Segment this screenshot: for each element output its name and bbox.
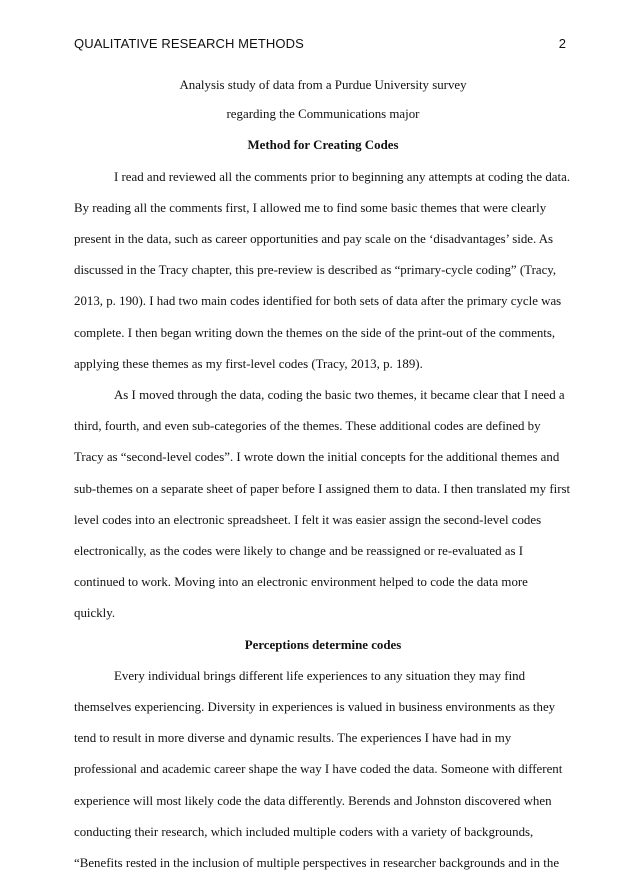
document-title-line-2: regarding the Communications major	[226, 107, 420, 122]
paragraph-perceptions-1: Every individual brings different life experiences to any situation they may find themselves experiencing. Diversity in experiences is valued in business environments as they tend to result in more diverse and dynamic results. The experiences I have had in my professional and academic career shape the way I have coded the data. Someone with different experience will most likely code the data differently. Berends and Johnston discovered when conducting their research, which included multiple coders with a variety of backgrounds, “Benefits rested in the inclusion of multiple perspectives in researcher backgrounds and in the	[74, 668, 563, 871]
document-body	[74, 70, 572, 879]
running-head: QUALITATIVE RESEARCH METHODS	[74, 36, 304, 51]
document-title-line-1: Analysis study of data from a Purdue University survey	[179, 78, 467, 92]
paragraph-method-2: As I moved through the data, coding the basic two themes, it became clear that I need a third, fourth, and even sub-categories of the themes. These additional codes are defined by Tracy as “second-level codes”. I wrote down the initial concepts for the additional themes and sub-themes on a separate sheet of paper before I assigned them to data. I then translated my first level codes into an electronic spreadsheet. I felt it was easier assign the second-level codes electronically, as the codes were likely to change and be reassigned or re-evaluated as I continued to work. Moving into an electronic environment helped to code the data more quickly.	[74, 388, 571, 621]
paragraph-method-1: I read and reviewed all the comments prior to beginning any attempts at coding the data. By reading all the comments first, I allowed me to find some basic themes that were clearly present in the data, such as career opportunities and pay scale on the ‘disadvantages’ side. As discussed in the Tracy chapter, this pre-review is described as “primary-cycle coding” (Tracy, 2013, p. 190). I had two main codes identified for both sets of data after the primary cycle was complete. I then began writing down the themes on the side of the print-out of the comments, applying these themes as my first-level codes (Tracy, 2013, p. 189).	[74, 169, 571, 371]
page-number: 2	[558, 36, 566, 51]
section-heading-method: Method for Creating Codes	[247, 138, 399, 153]
section-heading-perceptions: Perceptions determine codes	[244, 637, 402, 652]
